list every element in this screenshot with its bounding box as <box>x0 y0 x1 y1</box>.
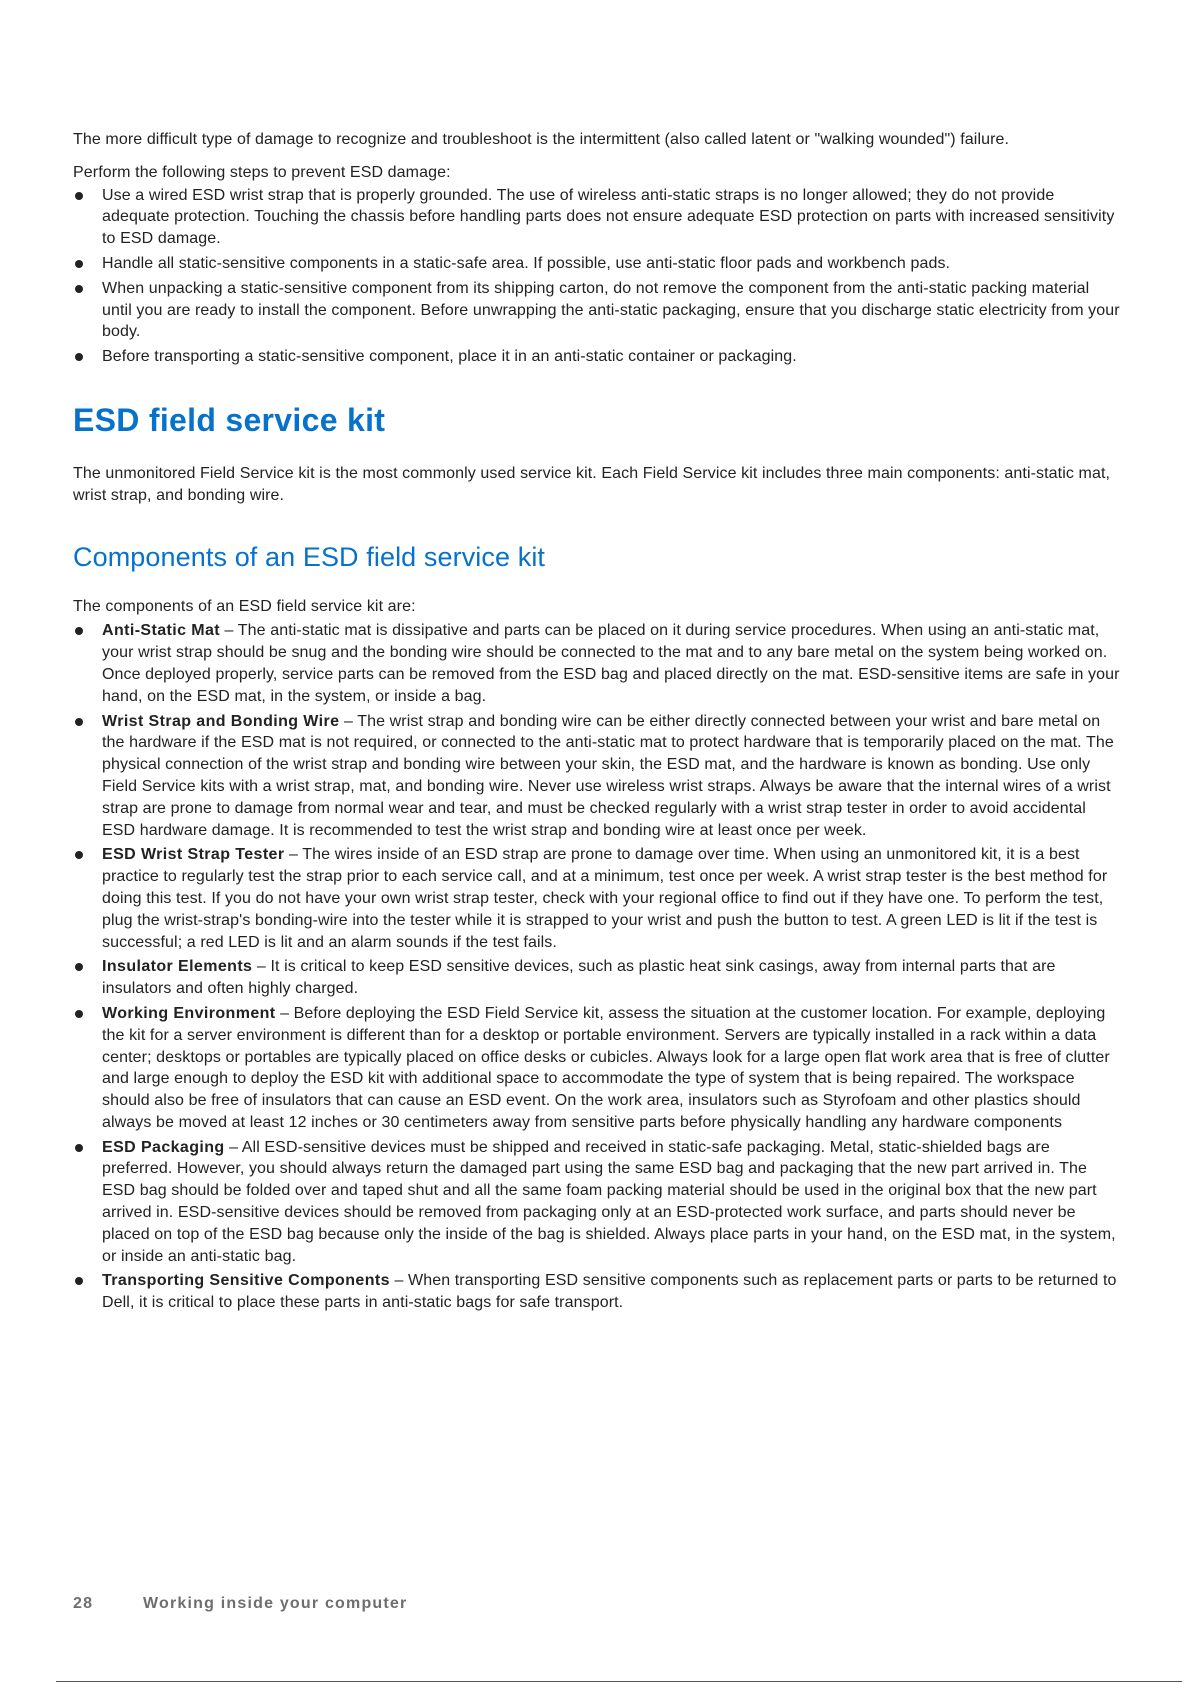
component-description: – The anti-static mat is dissipative and parts can be placed on it during service procedures. When using an anti-static mat, your wrist strap should be snug and the bonding wire should be connected to the mat and to any bare metal on the system being worked on. Once deployed properly, service parts can be removed from the ESD bag and placed directly on the mat. ESD-sensitive items are safe in your hand, on the ESD mat, in the system, or inside a bag. <box>102 622 1120 705</box>
prevention-step <box>73 278 1120 343</box>
bullet-icon <box>75 353 83 361</box>
subsection-heading: Components of an ESD field service kit <box>73 541 546 572</box>
bullet-icon <box>75 718 83 726</box>
prevention-step-text: Use a wired ESD wrist strap that is properly grounded. The use of wireless anti-static straps is no longer allowed; they do not provide adequate protection. Touching the chassis before handling parts does not ensure adequate ESD protection on parts with increased sensitivity to ESD damage. <box>102 186 1115 248</box>
section-paragraph: The unmonitored Field Service kit is the most commonly used service kit. Each Field Service kit includes three main components: anti-static mat, wrist strap, and bonding wire. <box>73 464 1111 504</box>
bullet-icon <box>75 1277 83 1285</box>
component-description: – The wires inside of an ESD strap are prone to damage over time. When using an unmonitored kit, it is a best practice to regularly test the strap prior to each service call, and at a minimum, test once per week. A wrist strap tester is the best method for doing this test. If you do not have your own wrist strap tester, check with your regional office to find out if they have one. To perform the test, plug the wrist-strap's bonding-wire into the tester while it is strapped to your wrist and push the button to test. A green LED is lit if the test is successful; a red LED is lit and an alarm sounds if the test fails. <box>102 846 1108 951</box>
component-item <box>73 1270 1120 1314</box>
prevention-step <box>73 253 1120 275</box>
component-description: – All ESD-sensitive devices must be shipped and received in static-safe packaging. Metal, static-shielded bags are preferred. However, you should always return the damaged part using the same ESD bag and packaging that the new part arrived in. The ESD bag should be folded over and taped shut and all the same foam packing material should be used in the original box that the new part arrived in. ESD-sensitive devices should be removed from packaging only at an ESD-protected work surface, and parts should never be placed on top of the ESD bag because only the inside of the bag is shielded. Always place parts in your hand, on the ESD mat, in the system, or inside an anti-static bag. <box>102 1138 1116 1265</box>
component-item <box>73 620 1120 707</box>
components-list <box>73 620 1120 1314</box>
prevention-step-text: Before transporting a static-sensitive component, place it in an anti-static container or packaging. <box>102 348 797 366</box>
component-item <box>73 956 1120 1000</box>
bullet-icon <box>75 851 83 859</box>
page-number: 28 <box>73 1595 94 1612</box>
section-heading: ESD field service kit <box>73 401 386 438</box>
bullet-icon <box>75 192 83 200</box>
chapter-title: Working inside your computer <box>143 1595 408 1612</box>
prevention-step <box>73 346 1120 368</box>
bullet-icon <box>75 1010 83 1018</box>
bullet-icon <box>75 260 83 268</box>
prevention-step-text: Handle all static-sensitive components in a static-safe area. If possible, use anti-static floor pads and workbench pads. <box>102 254 951 272</box>
bullet-icon <box>75 963 83 971</box>
component-item <box>73 844 1120 953</box>
component-term: Insulator Elements <box>102 958 253 976</box>
bullet-icon <box>75 627 83 635</box>
bullet-icon <box>75 285 83 293</box>
component-item <box>73 1003 1120 1134</box>
component-description: – It is critical to keep ESD sensitive devices, such as plastic heat sink casings, away from internal parts that are insulators and often highly charged. <box>102 958 1056 998</box>
bottom-divider <box>56 1681 1182 1682</box>
steps-intro: Perform the following steps to prevent ESD damage: <box>73 163 451 181</box>
component-term: Working Environment <box>102 1004 276 1022</box>
component-term: Anti-Static Mat <box>102 622 220 640</box>
component-item <box>73 1137 1120 1268</box>
component-item <box>73 711 1120 842</box>
bullet-icon <box>75 1144 83 1152</box>
components-intro: The components of an ESD field service kit are: <box>73 597 416 615</box>
component-term: Transporting Sensitive Components <box>102 1272 390 1290</box>
component-description: – The wrist strap and bonding wire can be either directly connected between your wrist and bare metal on the hardware if the ESD mat is not required, or connected to the anti-static mat to protect hardware that is temporarily placed on the mat. The physical connection of the wrist strap and bonding wire between your skin, the ESD mat, and the hardware is known as bonding. Use only Field Service kits with a wrist strap, mat, and bonding wire. Never use wireless wrist straps. Always be aware that the internal wires of a wrist strap are prone to damage from normal wear and tear, and must be checked regularly with a wrist strap tester in order to avoid accidental ESD hardware damage. It is recommended to test the wrist strap and bonding wire at least once per week. <box>102 712 1114 839</box>
prevention-step-text: When unpacking a static-sensitive component from its shipping carton, do not remove the component from the anti-static packing material until you are ready to install the component. Before unwrapping the anti-static packaging, ensure that you discharge static electricity from your body. <box>102 279 1120 341</box>
component-term: ESD Packaging <box>102 1138 225 1156</box>
prevention-steps-list <box>73 185 1120 368</box>
component-term: Wrist Strap and Bonding Wire <box>102 712 340 730</box>
intro-paragraph: The more difficult type of damage to recognize and troubleshoot is the intermittent (also called latent or "walking wounded") failure. <box>73 131 1010 148</box>
component-term: ESD Wrist Strap Tester <box>102 846 285 864</box>
page-content <box>73 129 1120 1317</box>
component-description: – Before deploying the ESD Field Service kit, assess the situation at the customer location. For example, deploying the kit for a server environment is different than for a desktop or portable environment. Servers are typically installed in a rack within a data center; desktops or portables are typically placed on office desks or cubicles. Always look for a large open flat work area that is free of clutter and large enough to deploy the ESD kit with additional space to accommodate the type of system that is being repaired. The workspace should also be free of insulators that can cause an ESD event. On the work area, insulators such as Styrofoam and other plastics should always be moved at least 12 inches or 30 centimeters away from sensitive parts before physically handling any hardware components <box>102 1004 1110 1131</box>
prevention-step <box>73 185 1120 250</box>
component-description: – When transporting ESD sensitive components such as replacement parts or parts to be returned to Dell, it is critical to place these parts in anti-static bags for safe transport. <box>102 1272 1117 1312</box>
